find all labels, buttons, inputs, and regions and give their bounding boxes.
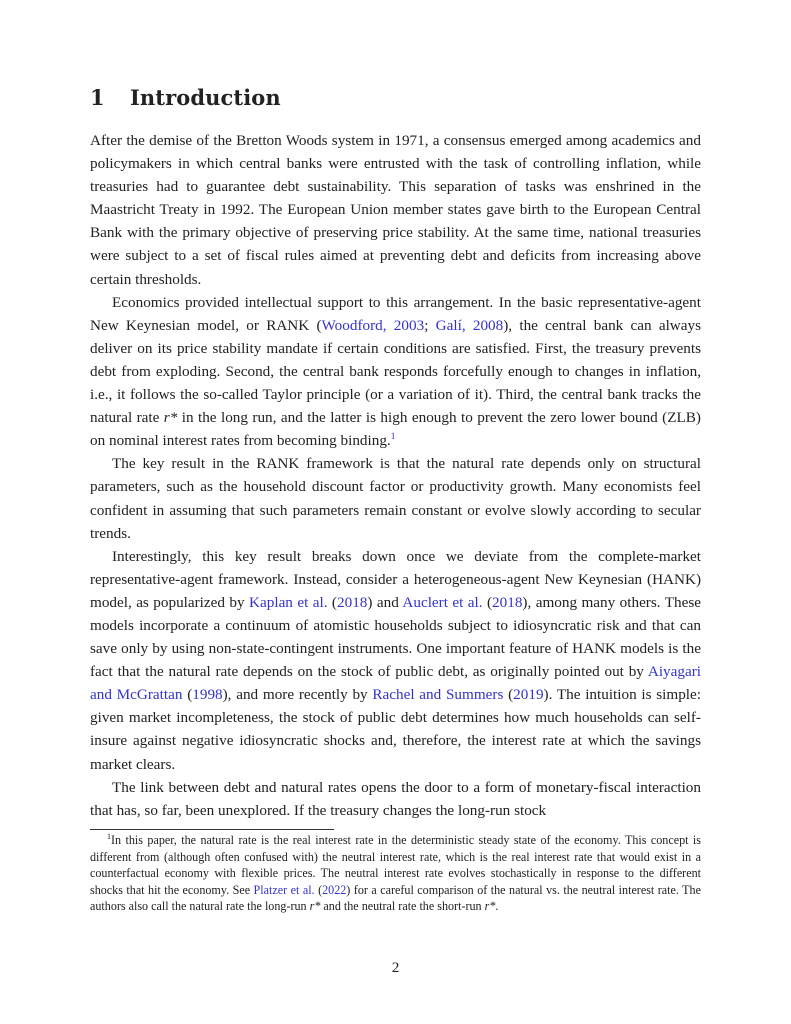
citation-gali-2008[interactable]: Galí, 2008 xyxy=(435,316,504,334)
text-run: In this paper, the natural rate is the real interest rate in the deterministic steady state of the economy. This concept is different from (although often confused with) the neutral interest rate, which is the real interest rate that would exist in a counterfactual economy with flexible prices. The neutral interest rate evolves stochastically in response to the different shocks that hit the economy. See xyxy=(90,833,701,897)
paragraph-1-text: After the demise of the Bretton Woods system in 1971, a consensus emerged among academics and policymakers in which central banks were entrusted with the task of controlling inflation, while treasuries had to guarantee debt sustainability. This separation of tasks was enshrined in the Maastricht Treaty in 1992. The European Union member states gave birth to the European Central Bank with the primary objective of preserving price stability. At the same time, national treasuries were subject to a set of fiscal rules aimed at preventing debt and deficits from increasing above certain thresholds. xyxy=(90,132,701,288)
text-run: ( xyxy=(314,882,323,897)
citation-aiyagari-year[interactable]: 1998 xyxy=(192,686,223,704)
text-run: . xyxy=(495,899,499,914)
footnote-1-mark: 1 xyxy=(107,832,111,841)
math-r-star: r* xyxy=(163,409,178,427)
math-r-star: r* xyxy=(309,899,321,914)
text-run: ), among many others. These models incorporate a continuum of atomistic households subject to idiosyncratic risk and that can save only by using non-state-contingent instruments. One important feature of HANK models is the fact that the natural rate depends on the stock of public debt, as originally pointed out by xyxy=(90,593,702,681)
footnote-marker-1[interactable]: 1 xyxy=(390,432,396,443)
section-heading xyxy=(90,84,700,112)
citation-rachel-summers[interactable]: Rachel and Summers xyxy=(372,686,504,704)
footnote-divider xyxy=(90,829,334,830)
paragraph-5 xyxy=(90,776,701,822)
citation-auclert-year[interactable]: 2018 xyxy=(492,593,523,611)
section-number: 1 xyxy=(90,85,105,110)
text-run: ( xyxy=(482,593,493,611)
text-run: ; xyxy=(424,316,436,334)
text-run: Interestingly, this key result breaks down once we deviate from the complete-market representative-agent framework. Instead, consider a heterogeneous-agent New Keynesian (HANK) model, as popularized by xyxy=(90,547,701,611)
paragraph-3-text: The key result in the RANK framework is that the natural rate depends only on structural parameters, such as the household discount factor or productivity growth. Many economists feel confident in assuming that such parameters remain constant or evolve slowly according to secular trends. xyxy=(90,455,701,542)
citation-platzer-et-al[interactable]: Platzer et al. xyxy=(253,882,315,897)
citation-auclert-et-al[interactable]: Auclert et al. xyxy=(402,593,483,611)
text-run: ). The intuition is simple: given market incompleteness, the stock of public debt determines how much households can self-insure against negative idiosyncratic shocks and, therefore, the interest rate at which the savings market clears. xyxy=(90,686,701,773)
text-run: and the neutral rate the short-run xyxy=(320,899,485,914)
text-run: in the long run, and the latter is high enough to prevent the zero lower bound (ZLB) on nominal interest rates from becoming binding. xyxy=(90,409,701,450)
paragraph-2 xyxy=(90,291,701,453)
citation-aiyagari-mcgrattan[interactable]: Aiyagari and McGrattan xyxy=(90,663,701,704)
text-run: ( xyxy=(327,593,337,611)
section-title: Introduction xyxy=(130,85,281,110)
citation-kaplan-et-al[interactable]: Kaplan et al. xyxy=(249,593,328,611)
text-run: ), and more recently by xyxy=(222,686,373,704)
text-run: ) and xyxy=(367,593,403,611)
paragraph-3 xyxy=(90,452,701,544)
text-run: ( xyxy=(503,686,514,704)
paragraph-4 xyxy=(90,545,701,776)
body-text xyxy=(90,129,701,822)
math-r-star: r* xyxy=(484,899,496,914)
text-run: ) for a careful comparison of the natural vs. the neutral interest rate. The authors also call the natural rate the long-run xyxy=(90,882,701,914)
text-run: ), the central bank can always deliver on its price stability mandate if certain conditions are satisfied. First, the treasury prevents debt from exploding. Second, the central bank responds forcefully enough to changes in inflation, i.e., it follows the so-called Taylor principle (or a variation of it). Third, the central bank tracks the natural rate xyxy=(90,316,702,427)
paragraph-5-text: The link between debt and natural rates opens the door to a form of monetary-fiscal interaction that has, so far, been unexplored. If the treasury changes the long-run stock xyxy=(90,778,701,819)
page-number: 2 xyxy=(391,959,400,976)
text-run: ( xyxy=(182,686,193,704)
footnote-1 xyxy=(90,832,701,915)
citation-platzer-year[interactable]: 2022 xyxy=(322,882,347,897)
text-run: Economics provided intellectual support to this arrangement. In the basic representative-agent New Keynesian model, or RANK ( xyxy=(90,293,701,334)
citation-woodford-2003[interactable]: Woodford, 2003 xyxy=(321,316,425,334)
paragraph-1 xyxy=(90,129,701,291)
citation-kaplan-year[interactable]: 2018 xyxy=(337,593,368,611)
citation-rachel-year[interactable]: 2019 xyxy=(513,686,544,704)
